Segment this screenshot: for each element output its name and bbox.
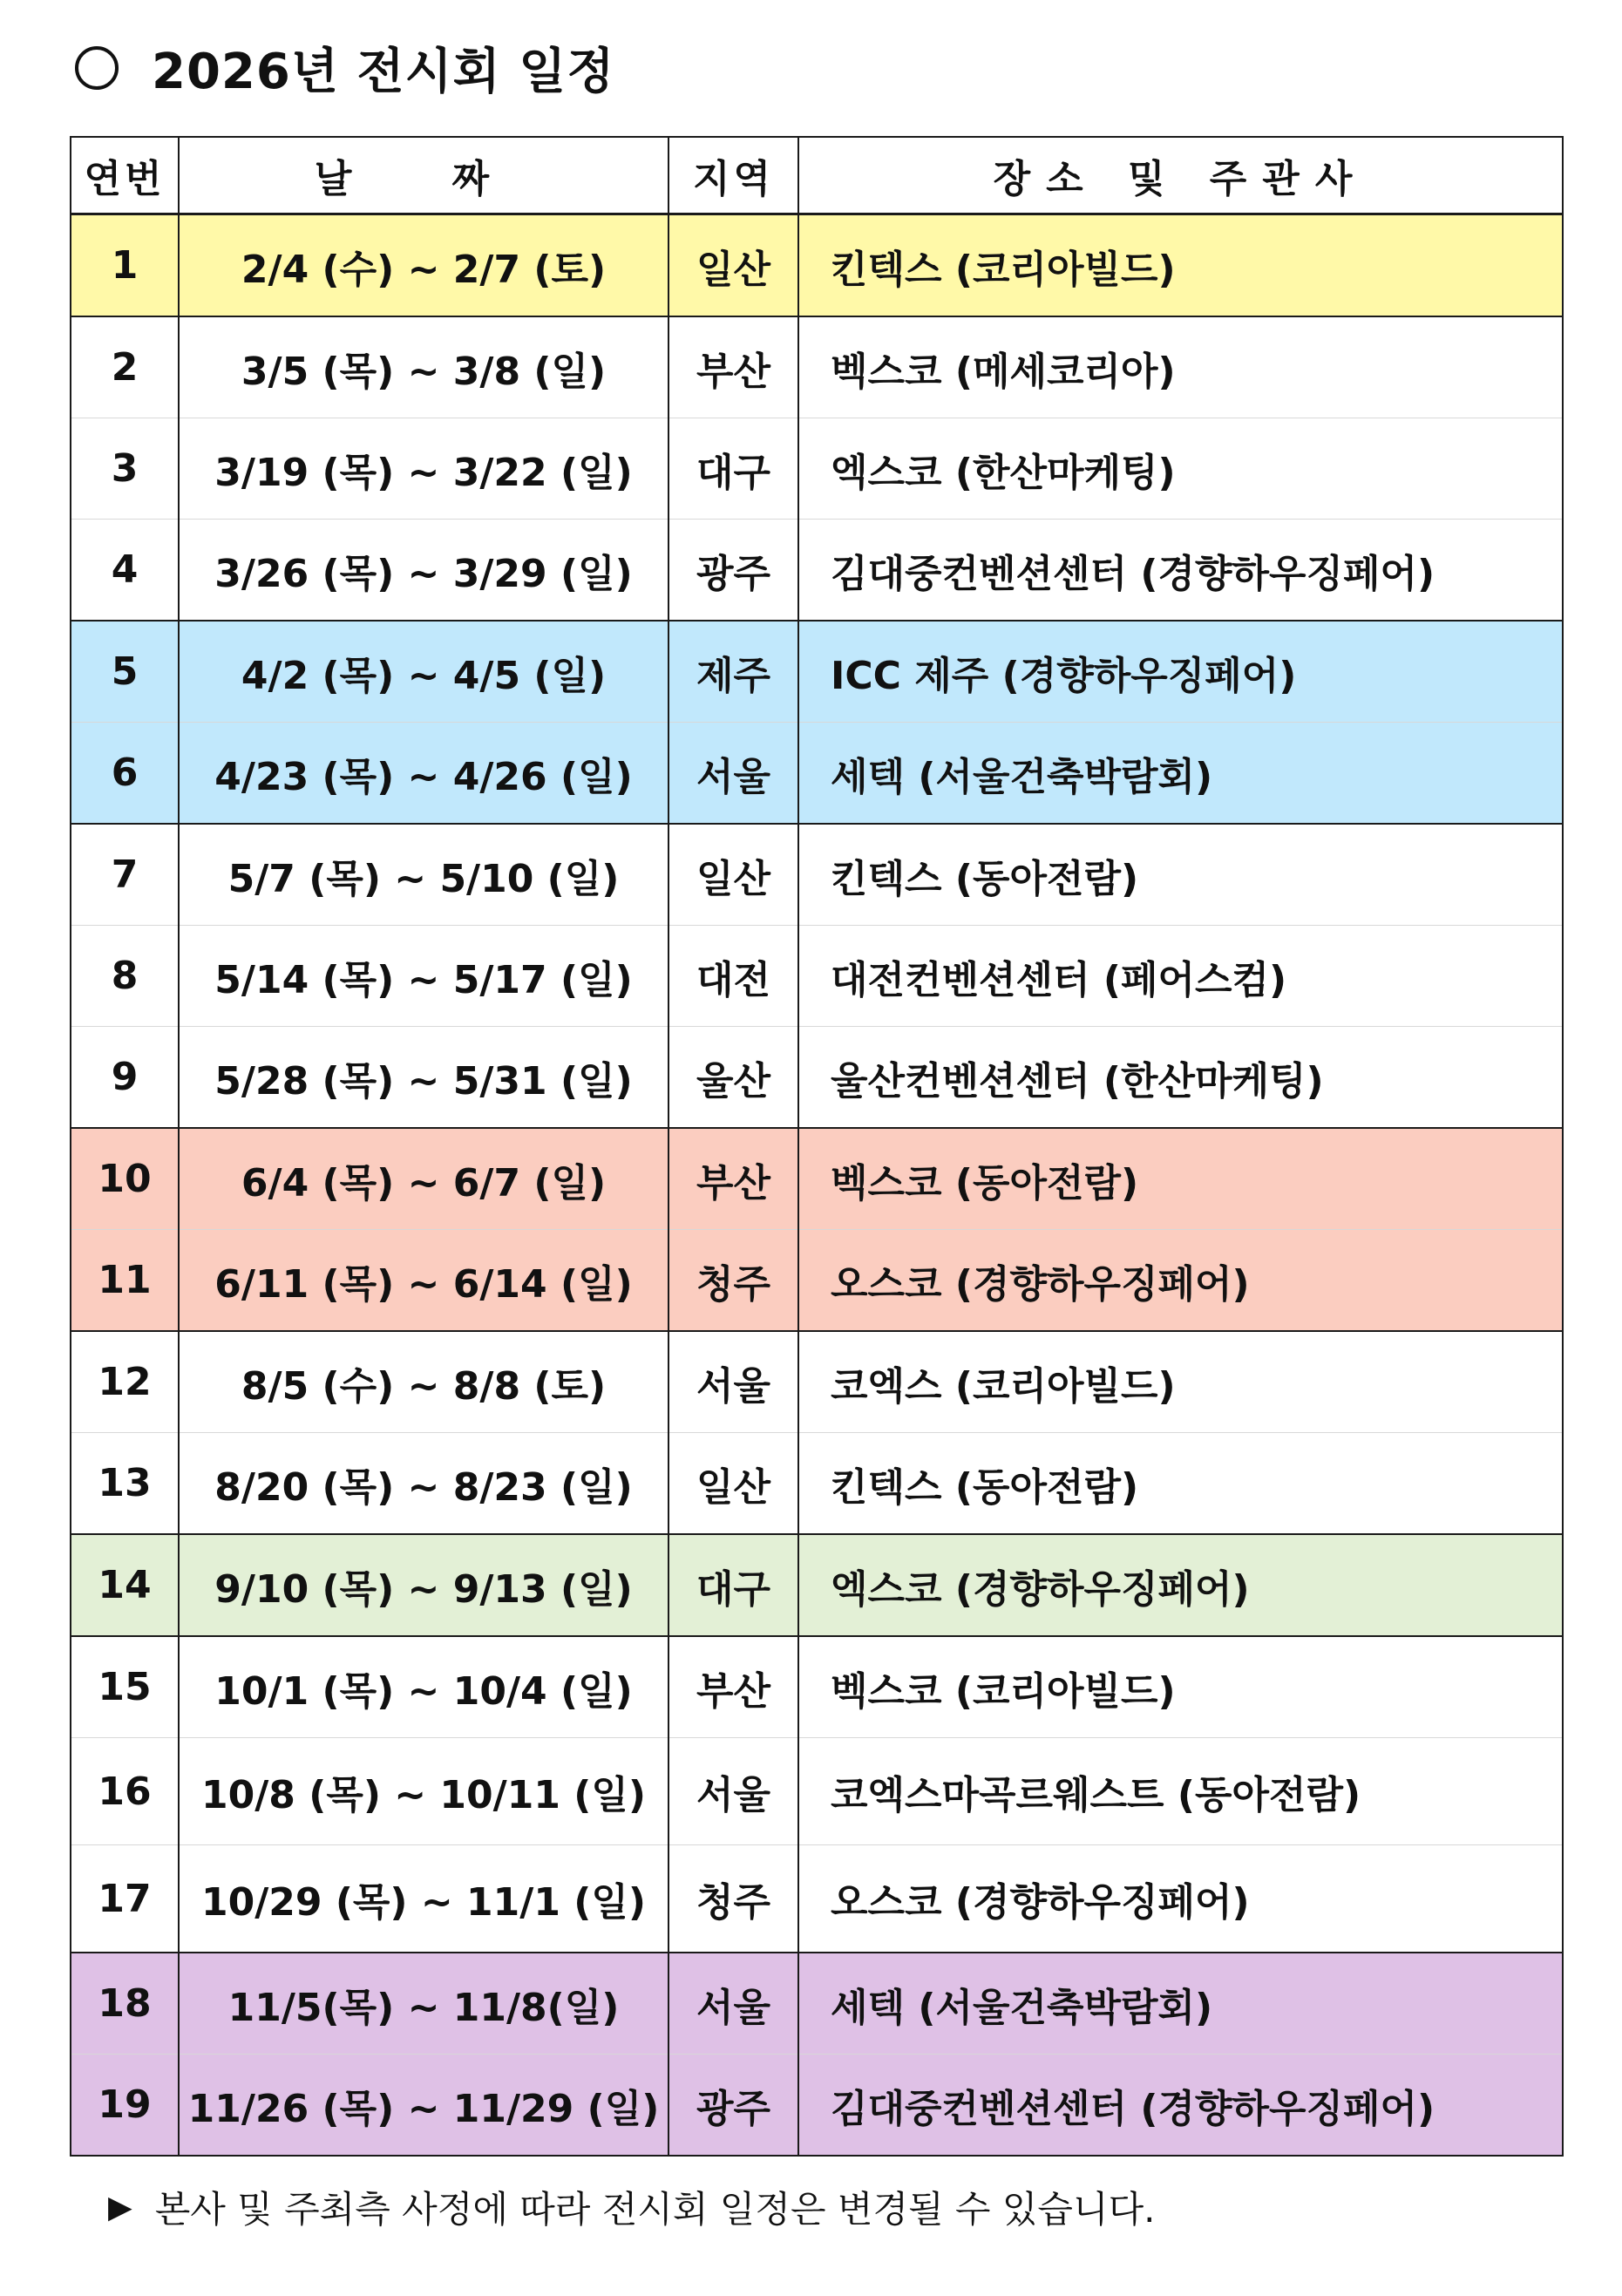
row-region: 광주 [668, 520, 798, 622]
page-title-block [75, 33, 614, 103]
table-body [71, 214, 1563, 2157]
row-no: 5 [71, 621, 179, 723]
footnote-text: 본사 및 주최측 사정에 따라 전시회 일정은 변경될 수 있습니다. [154, 2188, 1156, 2231]
table-row [71, 214, 1563, 317]
row-region: 제주 [668, 621, 798, 723]
row-venue: 벡스코 (동아전람) [798, 1128, 1563, 1230]
row-venue: 세텍 (서울건축박람회) [798, 1953, 1563, 2055]
row-date: 4/2 (목) ~ 4/5 (일) [179, 621, 668, 723]
table-row [71, 1331, 1563, 1433]
header-venue: 장소 및 주관사 [798, 137, 1563, 214]
row-region: 울산 [668, 1027, 798, 1129]
row-no: 6 [71, 723, 179, 825]
row-date: 5/14 (목) ~ 5/17 (일) [179, 926, 668, 1027]
row-date: 3/19 (목) ~ 3/22 (일) [179, 418, 668, 520]
row-region: 광주 [668, 2055, 798, 2157]
table-row [71, 1128, 1563, 1230]
row-region: 대전 [668, 926, 798, 1027]
table-row [71, 1433, 1563, 1535]
row-venue: 오스코 (경향하우징페어) [798, 1230, 1563, 1332]
row-region: 일산 [668, 1433, 798, 1535]
table-row [71, 926, 1563, 1027]
table-row [71, 1636, 1563, 1738]
row-date: 10/29 (목) ~ 11/1 (일) [179, 1845, 668, 1953]
row-no: 13 [71, 1433, 179, 1535]
row-no: 8 [71, 926, 179, 1027]
row-no: 3 [71, 418, 179, 520]
row-venue: 세텍 (서울건축박람회) [798, 723, 1563, 825]
row-region: 부산 [668, 1128, 798, 1230]
row-no: 19 [71, 2055, 179, 2157]
exhibition-schedule-table [70, 136, 1564, 2157]
row-region: 청주 [668, 1230, 798, 1332]
table-row [71, 2055, 1563, 2157]
row-date: 5/7 (목) ~ 5/10 (일) [179, 824, 668, 926]
row-no: 17 [71, 1845, 179, 1953]
row-region: 서울 [668, 1953, 798, 2055]
row-venue: 오스코 (경향하우징페어) [798, 1845, 1563, 1953]
row-venue: 코엑스 (코리아빌드) [798, 1331, 1563, 1433]
row-no: 10 [71, 1128, 179, 1230]
row-date: 4/23 (목) ~ 4/26 (일) [179, 723, 668, 825]
row-region: 일산 [668, 214, 798, 317]
row-no: 11 [71, 1230, 179, 1332]
row-venue: 코엑스마곡르웨스트 (동아전람) [798, 1738, 1563, 1845]
table-row [71, 1230, 1563, 1332]
row-date: 11/5(목) ~ 11/8(일) [179, 1953, 668, 2055]
row-venue: 김대중컨벤션센터 (경향하우징페어) [798, 2055, 1563, 2157]
table-row [71, 621, 1563, 723]
row-region: 서울 [668, 723, 798, 825]
row-region: 부산 [668, 1636, 798, 1738]
row-date: 11/26 (목) ~ 11/29 (일) [179, 2055, 668, 2157]
row-no: 14 [71, 1534, 179, 1636]
row-no: 18 [71, 1953, 179, 2055]
row-venue: ICC 제주 (경향하우징페어) [798, 621, 1563, 723]
row-region: 청주 [668, 1845, 798, 1953]
row-venue: 김대중컨벤션센터 (경향하우징페어) [798, 520, 1563, 622]
row-region: 대구 [668, 1534, 798, 1636]
table-row [71, 1738, 1563, 1845]
table-row [71, 520, 1563, 622]
row-no: 15 [71, 1636, 179, 1738]
row-region: 서울 [668, 1331, 798, 1433]
table-row [71, 1845, 1563, 1953]
table-row [71, 824, 1563, 926]
row-no: 7 [71, 824, 179, 926]
row-date: 3/26 (목) ~ 3/29 (일) [179, 520, 668, 622]
table-header-row [71, 137, 1563, 214]
row-date: 2/4 (수) ~ 2/7 (토) [179, 214, 668, 317]
row-venue: 킨텍스 (동아전람) [798, 1433, 1563, 1535]
table-row [71, 418, 1563, 520]
page-title: 2026년 전시회 일정 [152, 44, 615, 100]
row-venue: 벡스코 (메세코리아) [798, 316, 1563, 418]
triangle-bullet-icon: ▶ [108, 2189, 132, 2225]
row-venue: 킨텍스 (동아전람) [798, 824, 1563, 926]
row-venue: 대전컨벤션센터 (페어스컴) [798, 926, 1563, 1027]
table-row [71, 316, 1563, 418]
row-date: 8/20 (목) ~ 8/23 (일) [179, 1433, 668, 1535]
row-no: 1 [71, 214, 179, 317]
row-date: 6/11 (목) ~ 6/14 (일) [179, 1230, 668, 1332]
circle-bullet-icon [75, 46, 119, 90]
row-no: 9 [71, 1027, 179, 1129]
table-row [71, 723, 1563, 825]
table-row [71, 1953, 1563, 2055]
row-venue: 울산컨벤션센터 (한산마케팅) [798, 1027, 1563, 1129]
row-venue: 엑스코 (경향하우징페어) [798, 1534, 1563, 1636]
row-no: 12 [71, 1331, 179, 1433]
row-date: 6/4 (목) ~ 6/7 (일) [179, 1128, 668, 1230]
row-no: 2 [71, 316, 179, 418]
footnote [108, 2181, 1156, 2233]
row-date: 5/28 (목) ~ 5/31 (일) [179, 1027, 668, 1129]
row-no: 16 [71, 1738, 179, 1845]
row-date: 3/5 (목) ~ 3/8 (일) [179, 316, 668, 418]
row-venue: 벡스코 (코리아빌드) [798, 1636, 1563, 1738]
table-row [71, 1534, 1563, 1636]
row-date: 10/8 (목) ~ 10/11 (일) [179, 1738, 668, 1845]
row-region: 서울 [668, 1738, 798, 1845]
header-no: 연번 [71, 137, 179, 214]
row-region: 일산 [668, 824, 798, 926]
row-date: 8/5 (수) ~ 8/8 (토) [179, 1331, 668, 1433]
row-region: 부산 [668, 316, 798, 418]
row-date: 10/1 (목) ~ 10/4 (일) [179, 1636, 668, 1738]
header-region: 지역 [668, 137, 798, 214]
row-venue: 킨텍스 (코리아빌드) [798, 214, 1563, 317]
row-venue: 엑스코 (한산마케팅) [798, 418, 1563, 520]
row-no: 4 [71, 520, 179, 622]
header-date: 날 짜 [179, 137, 668, 214]
row-date: 9/10 (목) ~ 9/13 (일) [179, 1534, 668, 1636]
row-region: 대구 [668, 418, 798, 520]
table-row [71, 1027, 1563, 1129]
